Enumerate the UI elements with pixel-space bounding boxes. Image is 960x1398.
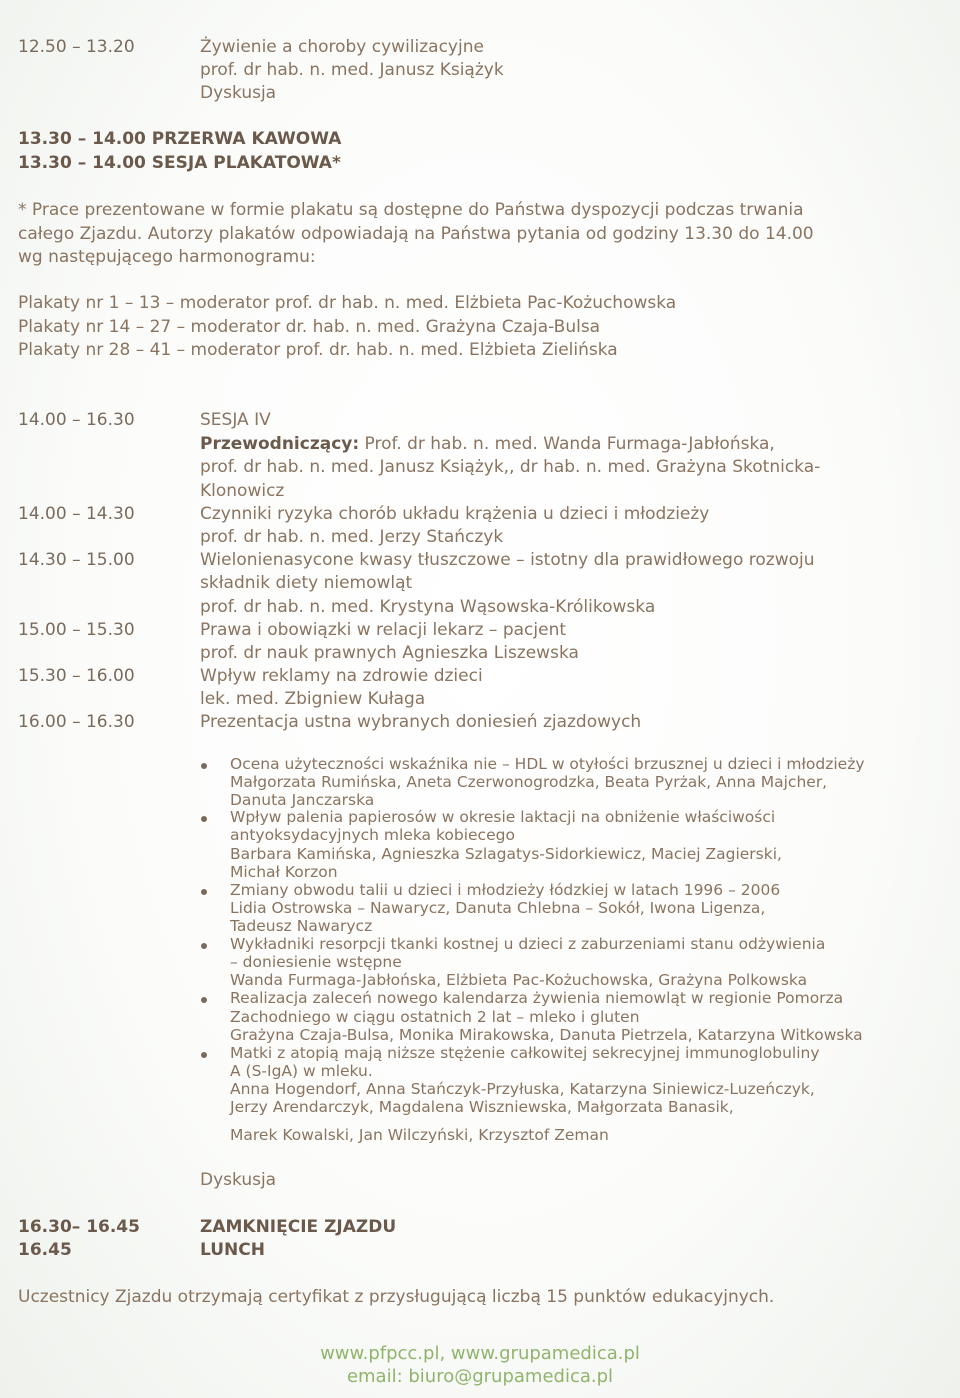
talk-speaker: prof. dr hab. n. med. Krystyna Wąsowska-Królikowska	[200, 597, 656, 617]
talk-speaker: prof. dr hab. n. med. Jerzy Stańczyk	[200, 527, 504, 547]
chairs-line: Klonowicz	[200, 481, 285, 501]
bullet-icon	[201, 1052, 207, 1058]
poster-group: Plakaty nr 14 – 27 – moderator dr. hab. n. med. Grażyna Czaja-Bulsa	[18, 317, 601, 337]
poster-session: 13.30 – 14.00 SESJA PLAKATOWA*	[18, 153, 341, 173]
presentation-title: Realizacja zaleceń nowego kalendarza żywienia niemowląt w regionie Pomorza	[230, 989, 844, 1007]
talk-title: składnik diety niemowląt	[200, 573, 413, 593]
closing-label: ZAMKNIĘCIE ZJAZDU	[200, 1217, 397, 1237]
presentation-authors: Marek Kowalski, Jan Wilczyński, Krzysztof Zeman	[230, 1126, 609, 1144]
talk-speaker: prof. dr nauk prawnych Agnieszka Liszewska	[200, 643, 579, 663]
presentation-title: A (S-IgA) w mleku.	[230, 1062, 373, 1080]
presentation-authors: Jerzy Arendarczyk, Magdalena Wiszniewska, Małgorzata Banasik,	[230, 1098, 734, 1116]
presentation-authors: Danuta Janczarska	[230, 791, 375, 809]
discussion: Dyskusja	[200, 1170, 277, 1190]
presentation-authors: Anna Hogendorf, Anna Stańczyk-Przyłuska, Katarzyna Siniewicz-Luzeńczyk,	[230, 1080, 815, 1098]
session4-time: 14.00 – 16.30	[18, 410, 135, 430]
coffee-break: 13.30 – 14.00 PRZERWA KAWOWA	[18, 129, 342, 149]
session1-discussion: Dyskusja	[200, 83, 277, 103]
lunch-label: LUNCH	[200, 1240, 265, 1260]
session1-speaker: prof. dr hab. n. med. Janusz Książyk	[200, 60, 504, 80]
bullet-icon	[201, 997, 207, 1003]
chairs-line: prof. dr hab. n. med. Janusz Książyk,, dr hab. n. med. Grażyna Skotnicka-	[200, 457, 821, 477]
presentation-title: Wpływ palenia papierosów w okresie laktacji na obniżenie właściwości	[230, 808, 776, 826]
session4-title: SESJA IV	[200, 410, 271, 430]
presentation-authors: Michał Korzon	[230, 863, 338, 881]
talk-title: Wpływ reklamy na zdrowie dzieci	[200, 666, 483, 686]
presentation-title: Ocena użyteczności wskaźnika nie – HDL w otyłości brzusznej u dzieci i młodzieży	[230, 755, 865, 773]
footer-email[interactable]: email: biuro@grupamedica.pl	[346, 1366, 614, 1387]
talk-time: 14.00 – 14.30	[18, 504, 135, 524]
bullet-icon	[201, 889, 207, 895]
bullet-icon	[201, 816, 207, 822]
presentation-title: Zachodniego w ciągu ostatnich 2 lat – mleko i gluten	[230, 1008, 640, 1026]
lunch-time: 16.45	[18, 1240, 72, 1260]
poster-note-line: wg następującego harmonogramu:	[18, 247, 316, 267]
poster-group: Plakaty nr 1 – 13 – moderator prof. dr hab. n. med. Elżbieta Pac-Kożuchowska	[18, 293, 677, 313]
presentation-title: Wykładniki resorpcji tkanki kostnej u dzieci z zaburzeniami stanu odżywienia	[230, 935, 826, 953]
presentation-title: Zmiany obwodu talii u dzieci i młodzieży łódzkiej w latach 1996 – 2006	[230, 881, 781, 899]
talk-title: Wielonienasycone kwasy tłuszczowe – istotny dla prawidłowego rozwoju	[200, 550, 815, 570]
presentation-title: Matki z atopią mają niższe stężenie całkowitej sekrecyjnej immunoglobuliny	[230, 1044, 820, 1062]
presentation-title: – doniesienie wstępne	[230, 953, 402, 971]
presentation-authors: Wanda Furmaga-Jabłońska, Elżbieta Pac-Kożuchowska, Grażyna Polkowska	[230, 971, 808, 989]
session1-title: Żywienie a choroby cywilizacyjne	[200, 37, 484, 57]
certificate-note: Uczestnicy Zjazdu otrzymają certyfikat z przysługującą liczbą 15 punktów edukacyjnych.	[18, 1287, 775, 1307]
footer-websites[interactable]: www.pfpcc.pl, www.grupamedica.pl	[320, 1343, 640, 1364]
chairs-label: Przewodniczący:	[200, 434, 360, 454]
presentation-authors: Lidia Ostrowska – Nawarycz, Danuta Chlebna – Sokół, Iwona Ligenza,	[230, 899, 766, 917]
presentation-authors: Małgorzata Rumińska, Aneta Czerwonogrodzka, Beata Pyrżak, Anna Majcher,	[230, 773, 828, 791]
talk-time: 15.30 – 16.00	[18, 666, 135, 686]
presentation-title: antyoksydacyjnych mleka kobiecego	[230, 826, 515, 844]
poster-note-line: * Prace prezentowane w formie plakatu są dostępne do Państwa dyspozycji podczas trwania	[18, 200, 804, 220]
poster-note-line: całego Zjazdu. Autorzy plakatów odpowiadają na Państwa pytania od godziny 13.30 do 14.00	[18, 224, 814, 244]
closing-time: 16.30– 16.45	[18, 1217, 140, 1237]
talk-title: Prawa i obowiązki w relacji lekarz – pacjent	[200, 620, 567, 640]
talk-time: 16.00 – 16.30	[18, 712, 135, 732]
bullet-icon	[201, 943, 207, 949]
presentation-authors: Tadeusz Nawarycz	[230, 917, 373, 935]
talk-title: Czynniki ryzyka chorób układu krążenia u dzieci i młodzieży	[200, 504, 710, 524]
session1-time: 12.50 – 13.20	[18, 37, 135, 57]
talk-time: 14.30 – 15.00	[18, 550, 135, 570]
talk-speaker: lek. med. Zbigniew Kułaga	[200, 689, 426, 709]
talk-title: Prezentacja ustna wybranych doniesień zjazdowych	[200, 712, 642, 732]
session4-chairs	[200, 433, 775, 455]
bullet-icon	[201, 763, 207, 769]
poster-group: Plakaty nr 28 – 41 – moderator prof. dr. hab. n. med. Elżbieta Zielińska	[18, 340, 618, 360]
presentation-authors: Grażyna Czaja-Bulsa, Monika Mirakowska, Danuta Pietrzela, Katarzyna Witkowska	[230, 1026, 863, 1044]
talk-time: 15.00 – 15.30	[18, 620, 135, 640]
presentation-authors: Barbara Kamińska, Agnieszka Szlagatys-Sidorkiewicz, Maciej Zagierski,	[230, 845, 782, 863]
chairs-names: Prof. dr hab. n. med. Wanda Furmaga-Jabłońska,	[359, 434, 775, 454]
